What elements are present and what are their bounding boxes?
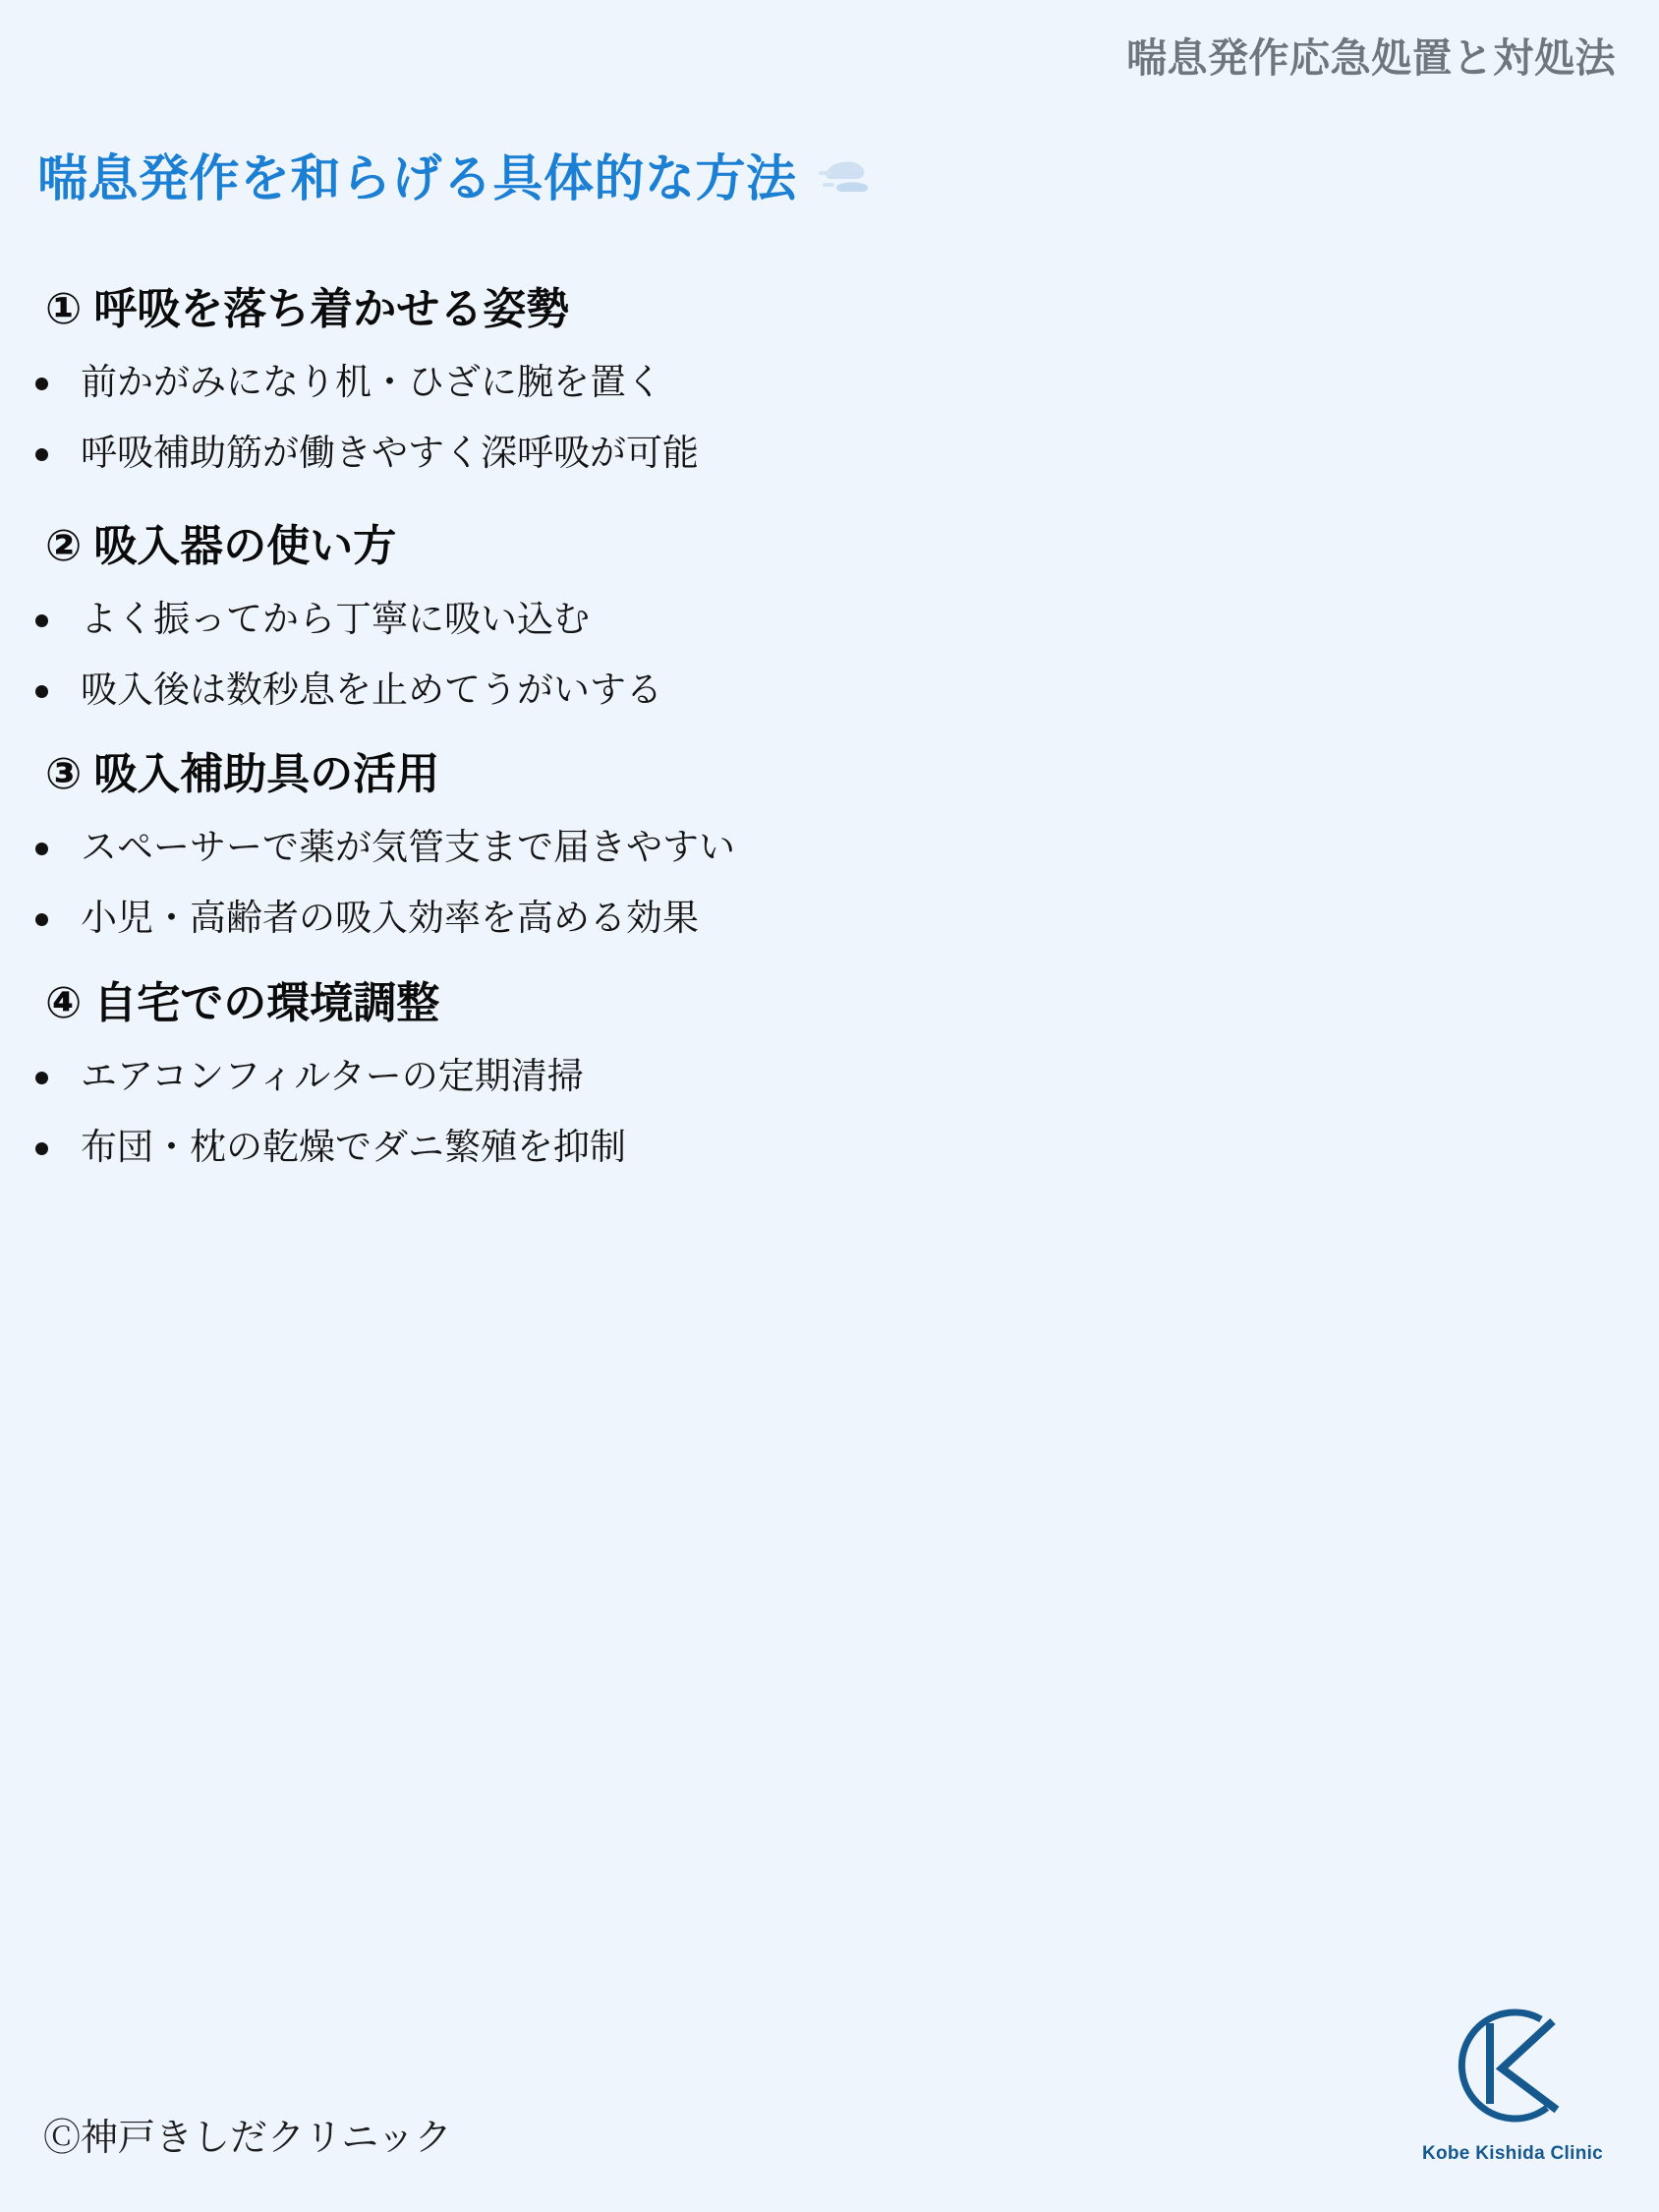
logo-text: Kobe Kishida Clinic: [1421, 2143, 1604, 2164]
section-2-bullets: [0, 597, 1659, 714]
section-3-number: ③: [45, 750, 83, 798]
list-item: 前かがみになり机・ひざに腕を置く: [0, 360, 1659, 405]
logo-mark-icon: [1431, 2002, 1598, 2129]
section-1: [0, 273, 1659, 477]
list-item: エアコンフィルターの定期清掃: [0, 1054, 1659, 1099]
content-sections: [0, 273, 1659, 1195]
section-3-heading: [0, 738, 1659, 801]
section-3: [0, 738, 1659, 942]
list-item: 呼吸補助筋が働きやすく深呼吸が可能: [0, 431, 1659, 476]
section-4: [0, 967, 1659, 1171]
document-header: [1126, 26, 1616, 84]
section-4-heading: [0, 967, 1659, 1030]
main-title-row: [37, 138, 882, 210]
list-item: よく振ってから丁寧に吸い込む: [0, 597, 1659, 642]
section-2: [0, 510, 1659, 714]
section-1-bullets: [0, 360, 1659, 477]
list-item: 吸入後は数秒息を止めてうがいする: [0, 668, 1659, 713]
section-4-title: 自宅での環境調整: [93, 978, 440, 1027]
section-2-heading: [0, 510, 1659, 573]
section-2-title: 吸入器の使い方: [93, 521, 397, 570]
section-1-number: ①: [45, 285, 83, 333]
section-4-bullets: [0, 1054, 1659, 1171]
section-3-title: 吸入補助具の活用: [93, 750, 440, 798]
copyright-text: Ⓒ神戸きしだクリニック: [43, 2118, 452, 2159]
section-1-title: 呼吸を落ち着かせる姿勢: [93, 285, 570, 333]
list-item: 布団・枕の乾燥でダニ繁殖を抑制: [0, 1125, 1659, 1170]
section-4-number: ④: [45, 978, 83, 1027]
clinic-logo: [1409, 2002, 1616, 2169]
header-title: 喘息発作応急処置と対処法: [1126, 35, 1616, 81]
list-item: スペーサーで薬が気管支まで届きやすい: [0, 825, 1659, 870]
wind-icon: [819, 155, 882, 201]
section-2-number: ②: [45, 521, 83, 570]
section-3-bullets: [0, 825, 1659, 942]
page-title: 喘息発作を和らげる具体的な方法: [37, 150, 797, 206]
list-item: 小児・高齢者の吸入効率を高める効果: [0, 896, 1659, 941]
section-1-heading: [0, 273, 1659, 336]
